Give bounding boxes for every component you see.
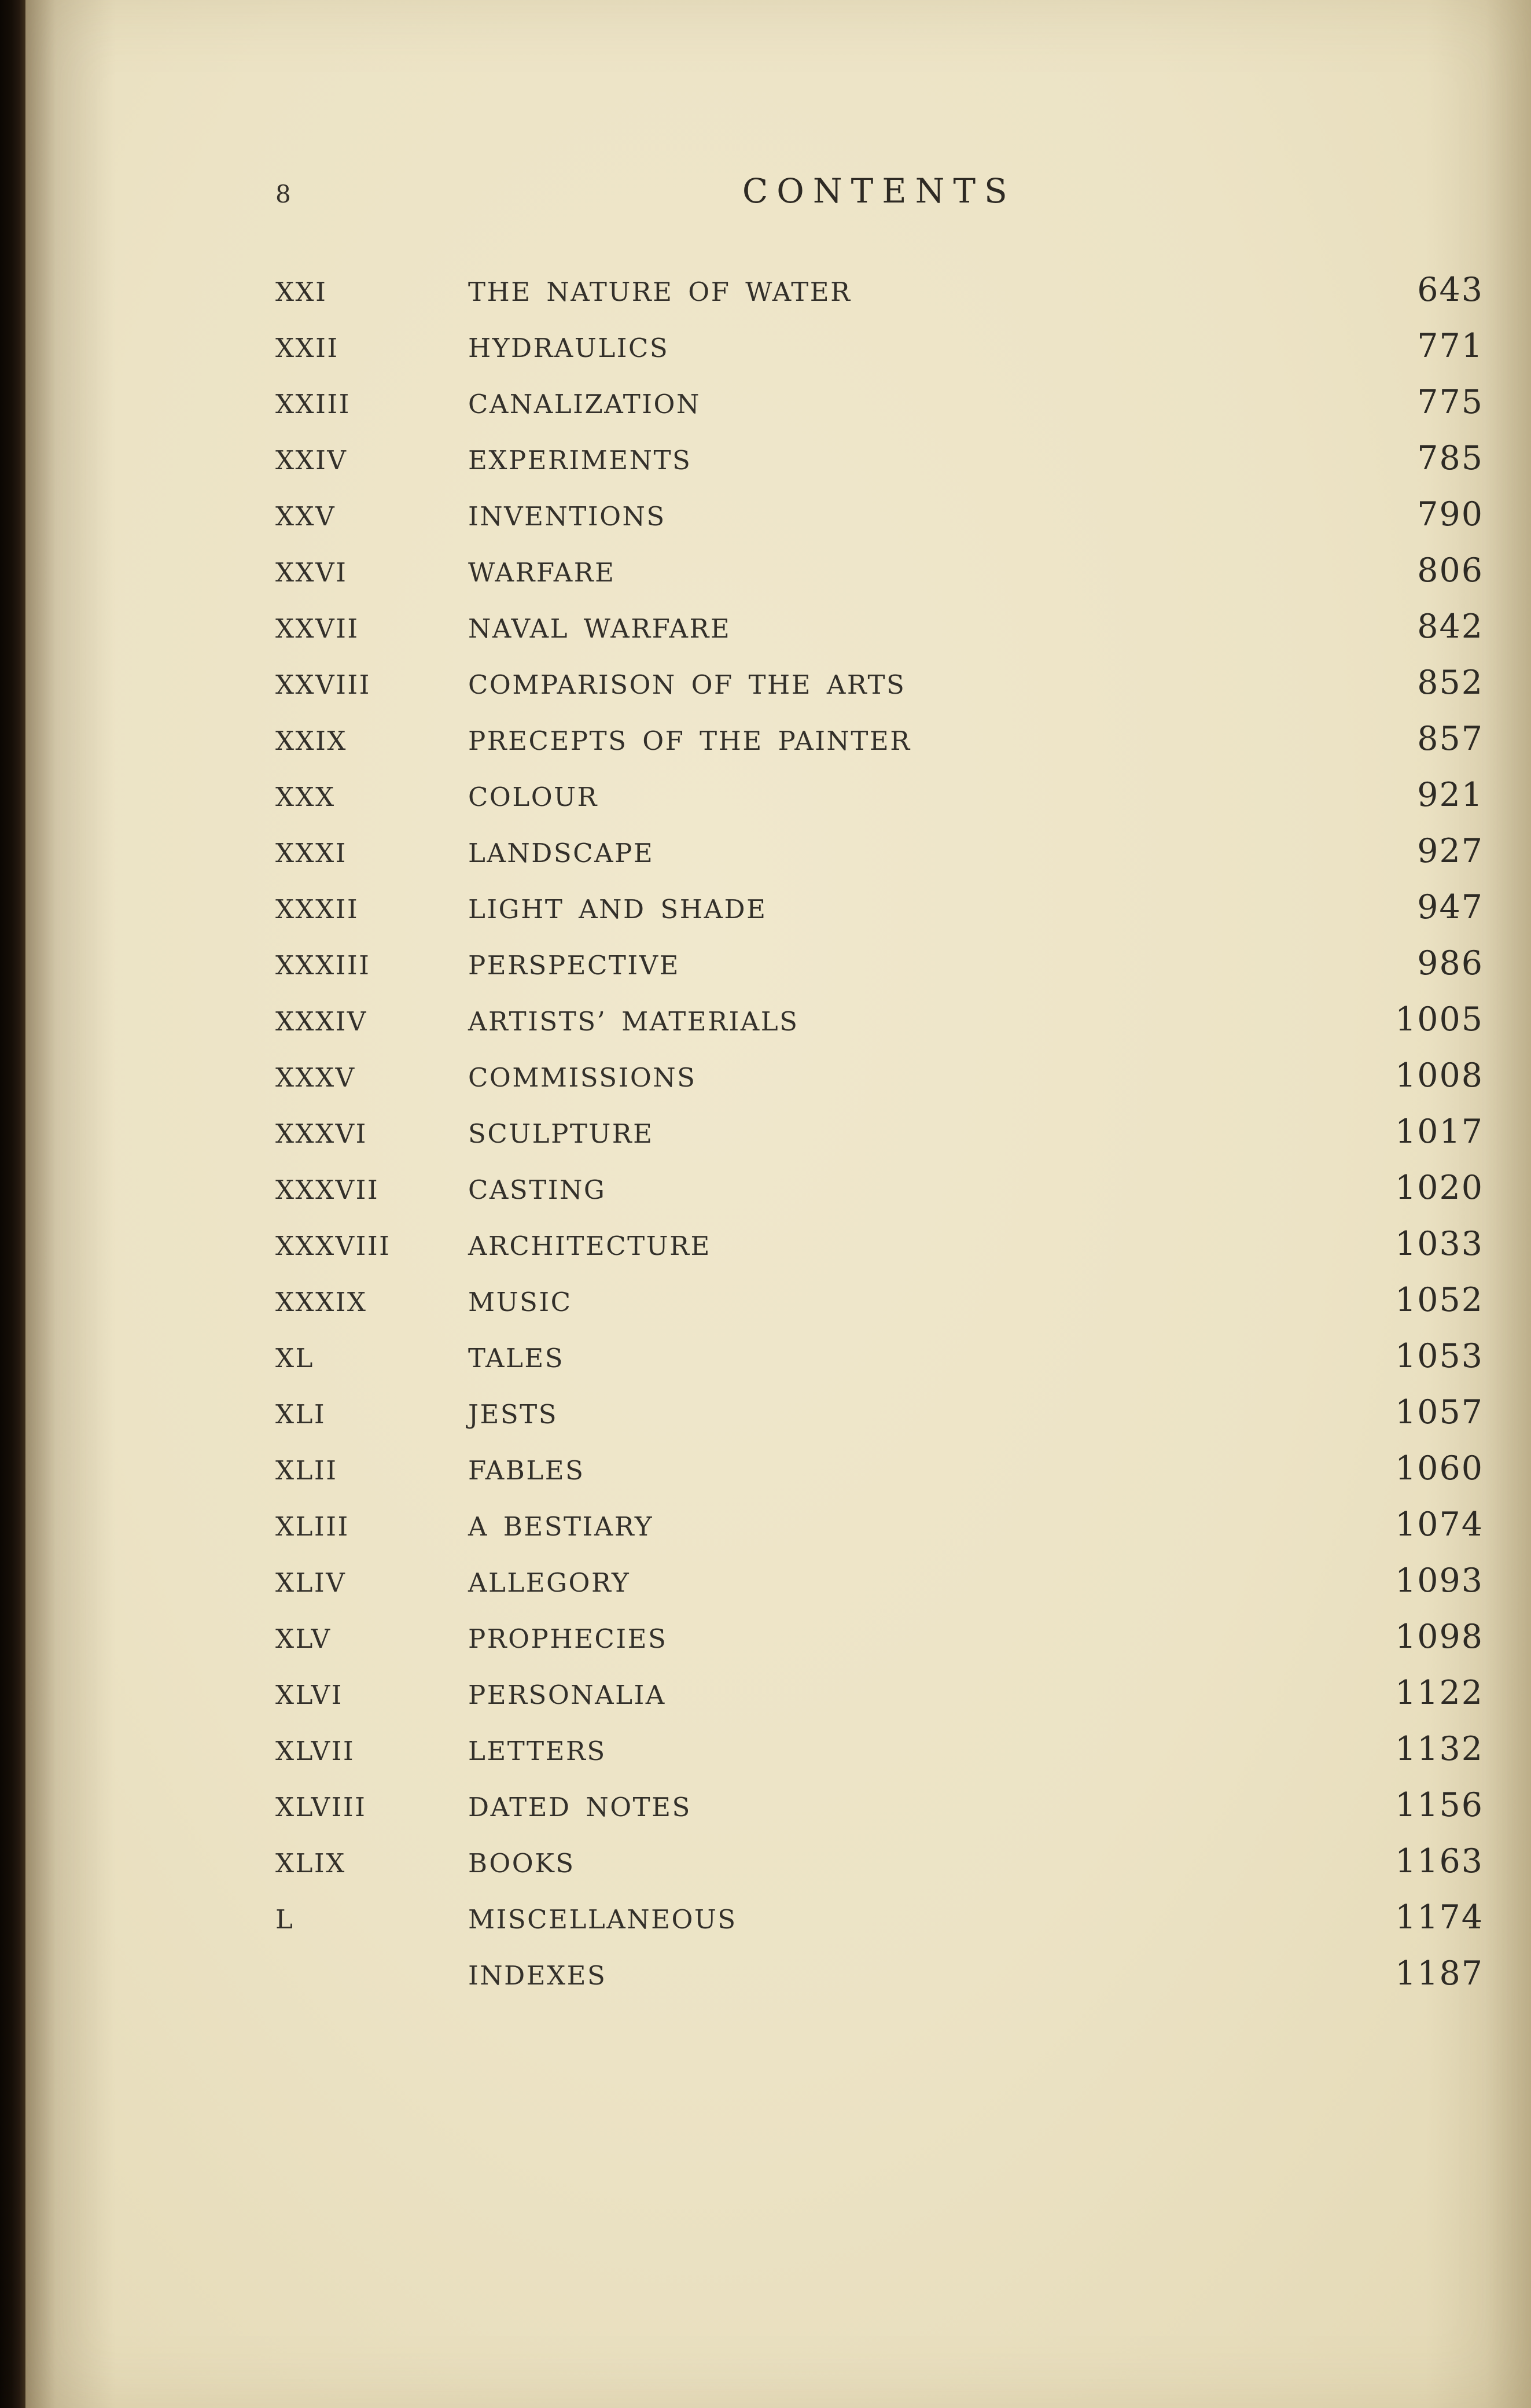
paper (25, 0, 1531, 2408)
toc-row (275, 1786, 1484, 1842)
toc-row (275, 1056, 1484, 1113)
toc-row (275, 1225, 1484, 1281)
toc-title: JESTS (468, 1399, 558, 1430)
toc-page-number: 842 (1417, 607, 1484, 646)
toc-page-number: 1132 (1394, 1730, 1484, 1768)
contents-header: CONTENTS (742, 171, 1016, 211)
toc-numeral: XXVI (275, 557, 348, 588)
toc-row (275, 1449, 1484, 1505)
toc-page-number: 1098 (1394, 1618, 1484, 1656)
toc-row (275, 944, 1484, 1000)
toc-page-number: 775 (1417, 383, 1484, 421)
toc-title: TALES (468, 1343, 565, 1374)
toc-page-number: 790 (1417, 495, 1484, 533)
toc-title: CASTING (468, 1174, 606, 1205)
toc-numeral: XXIX (275, 726, 347, 756)
toc-page-number: 771 (1417, 327, 1484, 365)
toc-title: HYDRAULICS (468, 333, 669, 363)
toc-row (275, 1730, 1484, 1786)
toc-title: FABLES (468, 1455, 585, 1486)
toc-page-number: 1033 (1394, 1225, 1484, 1263)
toc-title: COLOUR (468, 782, 598, 812)
toc-numeral: XXIII (275, 389, 351, 419)
toc-title: COMPARISON OF THE ARTS (468, 669, 906, 700)
toc-title: WARFARE (468, 557, 616, 588)
toc-numeral: XLVIII (275, 1792, 367, 1822)
toc-title: ALLEGORY (468, 1567, 631, 1598)
toc-title: LIGHT AND SHADE (468, 894, 767, 925)
binding-edge (0, 0, 25, 2408)
toc-row (275, 664, 1484, 720)
toc-title: MUSIC (468, 1287, 572, 1317)
toc-numeral: XLVII (275, 1736, 355, 1766)
toc-row (275, 832, 1484, 888)
toc-row (275, 1000, 1484, 1056)
toc-numeral: XXI (275, 277, 327, 307)
page-number: 8 (275, 180, 292, 208)
toc-row (275, 1113, 1484, 1169)
toc-page-number: 1174 (1394, 1898, 1484, 1936)
toc-row (275, 383, 1484, 439)
toc-numeral: XLI (275, 1399, 326, 1430)
toc-row (275, 495, 1484, 551)
toc-page-number: 1074 (1394, 1505, 1484, 1544)
toc-numeral: XLV (275, 1623, 332, 1654)
toc-row (275, 551, 1484, 607)
toc-numeral: XXXVIII (275, 1231, 391, 1261)
toc-numeral: XLII (275, 1455, 338, 1486)
toc-title: SCULPTURE (468, 1118, 654, 1149)
toc-title: ARTISTS’ MATERIALS (468, 1006, 799, 1037)
toc-row (275, 1337, 1484, 1393)
toc-page-number: 1053 (1394, 1337, 1484, 1375)
toc-row (275, 1505, 1484, 1562)
toc-title: BOOKS (468, 1848, 575, 1879)
toc-title: COMMISSIONS (468, 1062, 697, 1093)
toc-numeral: XXXVII (275, 1174, 380, 1205)
toc-numeral: XXX (275, 782, 336, 812)
toc-numeral: XLIX (275, 1848, 346, 1879)
toc-row (275, 327, 1484, 383)
toc-row (275, 1898, 1484, 1954)
toc-page-number: 1008 (1394, 1056, 1484, 1095)
toc-numeral: XXXVI (275, 1118, 367, 1149)
toc-title: DATED NOTES (468, 1792, 691, 1822)
toc-page-number: 1093 (1394, 1562, 1484, 1600)
toc-row (275, 1281, 1484, 1337)
toc-numeral: XXVIII (275, 669, 371, 700)
toc-list (275, 271, 1484, 2011)
toc-page-number: 1052 (1394, 1281, 1484, 1319)
toc-page-number: 643 (1417, 271, 1484, 309)
toc-row (275, 720, 1484, 776)
toc-row (275, 1169, 1484, 1225)
toc-numeral: XXXIII (275, 950, 371, 981)
toc-numeral: XXXI (275, 838, 347, 868)
toc-numeral: XXXIV (275, 1006, 367, 1037)
toc-page-number: 1060 (1394, 1449, 1484, 1487)
toc-page-number: 1122 (1394, 1674, 1484, 1712)
toc-title: PRECEPTS OF THE PAINTER (468, 726, 911, 756)
toc-numeral: XXVII (275, 613, 359, 644)
toc-row (275, 1674, 1484, 1730)
toc-title: CANALIZATION (468, 389, 701, 419)
toc-title: LANDSCAPE (468, 838, 654, 868)
toc-numeral: XXXV (275, 1062, 356, 1093)
toc-title: INVENTIONS (468, 501, 666, 532)
toc-title: PERSPECTIVE (468, 950, 680, 981)
toc-row (275, 1393, 1484, 1449)
toc-title: NAVAL WARFARE (468, 613, 731, 644)
toc-page-number: 1187 (1394, 1954, 1484, 1993)
toc-title: ARCHITECTURE (468, 1231, 711, 1261)
toc-numeral: L (275, 1904, 295, 1935)
toc-numeral: XLIII (275, 1511, 349, 1542)
toc-page-number: 1005 (1394, 1000, 1484, 1039)
toc-page-number: 1156 (1394, 1786, 1484, 1824)
toc-title: LETTERS (468, 1736, 606, 1766)
toc-title: PROPHECIES (468, 1623, 668, 1654)
toc-row (275, 1954, 1484, 2011)
page-header (275, 171, 1484, 211)
toc-numeral: XL (275, 1343, 314, 1374)
toc-numeral: XLVI (275, 1680, 343, 1710)
toc-page-number: 785 (1417, 439, 1484, 477)
toc-page-number: 921 (1417, 776, 1484, 814)
toc-numeral: XXV (275, 501, 336, 532)
toc-row (275, 439, 1484, 495)
toc-title: EXPERIMENTS (468, 445, 692, 476)
toc-page-number: 852 (1417, 664, 1484, 702)
toc-row (275, 1618, 1484, 1674)
toc-page-number: 1020 (1394, 1169, 1484, 1207)
toc-numeral: XXXII (275, 894, 359, 925)
toc-row (275, 1842, 1484, 1898)
toc-title: MISCELLANEOUS (468, 1904, 737, 1935)
toc-page-number: 986 (1417, 944, 1484, 982)
toc-page-number: 806 (1417, 551, 1484, 590)
toc-page-number: 927 (1417, 832, 1484, 870)
toc-page-number: 857 (1417, 720, 1484, 758)
toc-page-number: 947 (1417, 888, 1484, 926)
toc-title: A BESTIARY (468, 1511, 654, 1542)
toc-row (275, 271, 1484, 327)
toc-title: THE NATURE OF WATER (468, 277, 852, 307)
toc-row (275, 1562, 1484, 1618)
toc-page-number: 1057 (1394, 1393, 1484, 1431)
toc-page-number: 1163 (1394, 1842, 1484, 1880)
toc-page-number: 1017 (1394, 1113, 1484, 1151)
toc-numeral: XLIV (275, 1567, 347, 1598)
toc-title: PERSONALIA (468, 1680, 666, 1710)
toc-numeral: XXIV (275, 445, 348, 476)
toc-numeral: XXXIX (275, 1287, 367, 1317)
toc-row (275, 607, 1484, 664)
toc-title: INDEXES (468, 1960, 607, 1991)
toc-row (275, 888, 1484, 944)
toc-numeral: XXII (275, 333, 339, 363)
toc-row (275, 776, 1484, 832)
